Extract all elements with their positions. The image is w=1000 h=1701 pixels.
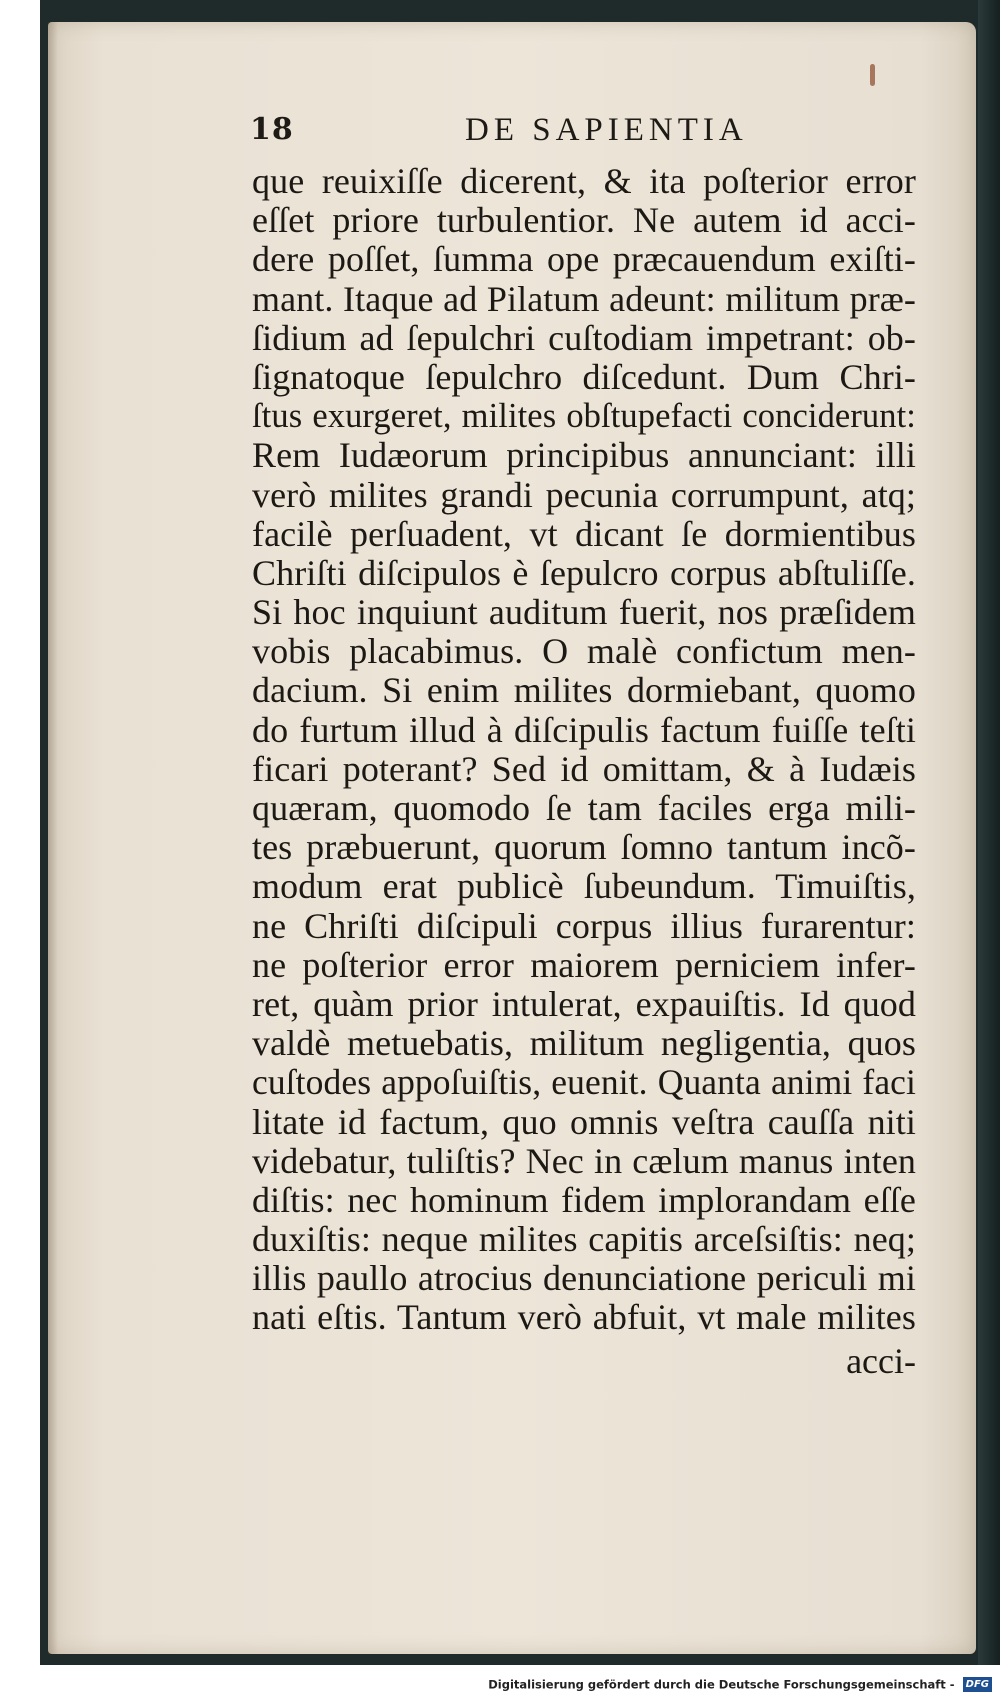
text-line: Si hoc inquiunt auditum fuerit, nos præſidem [252, 592, 916, 633]
page-number: 18 [250, 112, 294, 147]
running-head-title: DE SAPIENTIA [465, 112, 748, 148]
running-head [250, 112, 950, 156]
text-line: mant. Itaque ad Pilatum adeunt: militum præ- [252, 278, 916, 319]
text-line: facilè perſuadent, vt dicant ſe dormientibus [252, 513, 916, 554]
text-line: illis paullo atrocius denunciatione periculi mi [252, 1258, 916, 1299]
text-line: ne poſterior error maiorem perniciem infer- [252, 944, 916, 985]
text-line: modum erat publicè ſubeundum. Timuiſtis, [252, 866, 916, 907]
text-line: ſidium ad ſepulchri cuſtodiam impetrant: ob- [252, 317, 916, 358]
text-line: verò milites grandi pecunia corrumpunt, atq; [252, 474, 916, 515]
text-line: vobis placabimus. O malè confictum men- [252, 631, 916, 672]
text-line: ſtus exurgeret, milites obſtupefacti conciderunt: [252, 397, 916, 436]
digitization-footer [0, 1674, 992, 1694]
ink-stain [870, 64, 875, 86]
funding-credit: Digitalisierung gefördert durch die Deutsche Forschungsgemeinschaft - [488, 1677, 955, 1692]
text-line: tes præbuerunt, quorum ſomno tantum incõ- [252, 827, 916, 868]
text-line: dacium. Si enim milites dormiebant, quomo [252, 670, 916, 711]
text-line: quæram, quomodo ſe tam faciles erga mili- [252, 788, 916, 828]
text-line: diſtis: nec hominum fidem implorandam eſſe [252, 1179, 916, 1220]
text-line: Chriſti diſcipulos è ſepulcro corpus abſtuliſſe. [252, 552, 916, 593]
dfg-logo: DFG [963, 1677, 992, 1692]
text-line: valdè metuebatis, militum negligentia, quos [252, 1023, 916, 1064]
text-line: ne Chriſti diſcipuli corpus illius furarentur: [252, 905, 916, 946]
text-line: nati eſtis. Tantum verò abfuit, vt male milites [252, 1297, 916, 1338]
book-spine-edge [978, 0, 1000, 1665]
text-line: cuſtodes appoſuiſtis, euenit. Quanta animi faci [252, 1062, 916, 1103]
text-line: dere poſſet, ſumma ope præcauendum exiſti- [252, 239, 916, 280]
text-line: duxiſtis: neque milites capitis arceſsiſtis: neq; [252, 1219, 916, 1260]
catchword: acci- [846, 1341, 916, 1381]
text-line: do furtum illud à diſcipulis factum fuiſſe teſti [252, 709, 916, 750]
text-line: ficari poterant? Sed id omittam, & à Iudæis [252, 748, 916, 789]
text-line: ret, quàm prior intulerat, expauiſtis. Id quod [252, 983, 916, 1024]
text-line: eſſet priore turbulentior. Ne autem id acci- [252, 200, 916, 241]
text-line: ſignatoque ſepulchro diſcedunt. Dum Chri- [252, 356, 916, 397]
text-line: videbatur, tuliſtis? Nec in cælum manus inten [252, 1140, 916, 1181]
page-gutter-shadow [48, 22, 58, 1654]
text-line: que reuixiſſe dicerent, & ita poſterior error [252, 161, 916, 201]
text-line: litate id factum, quo omnis veſtra cauſſa niti [252, 1101, 916, 1142]
body-text [252, 162, 916, 1338]
text-line: Rem Iudæorum principibus annunciant: illi [252, 435, 916, 476]
